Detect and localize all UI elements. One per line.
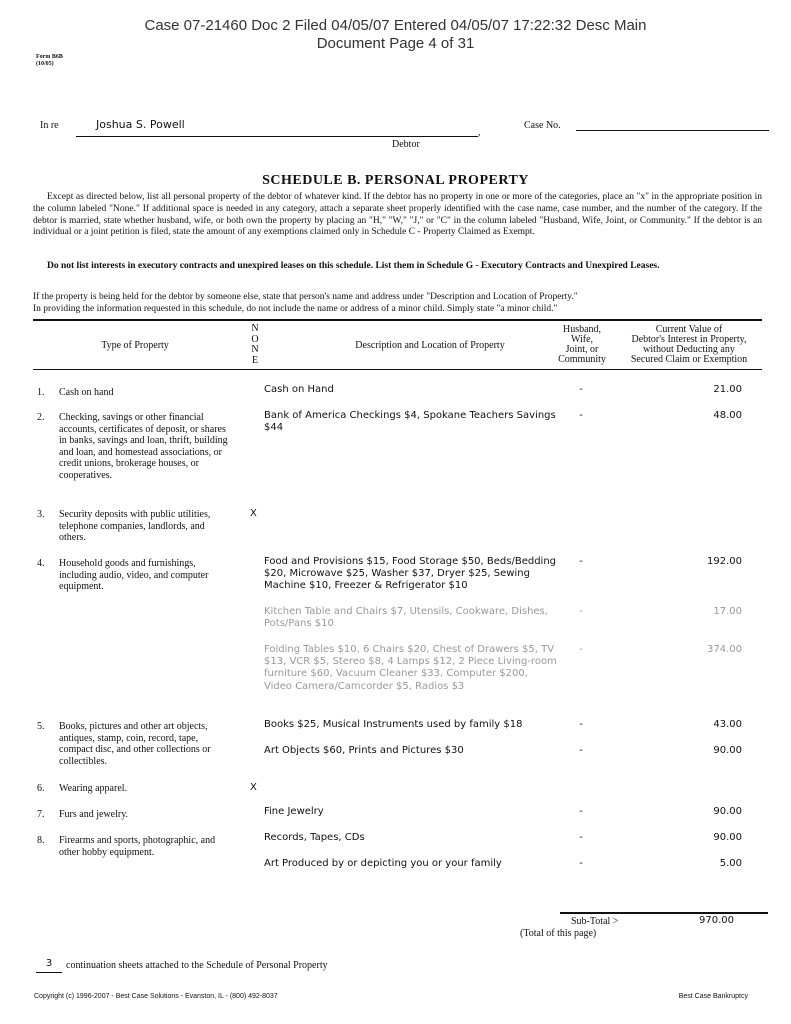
- instructions-para3b: In providing the information requested in this schedule, do not include the name or address of a minor child. Simply state "a minor child.": [33, 304, 558, 314]
- case-no-field[interactable]: [576, 130, 769, 131]
- subtotal-note: (Total of this page): [520, 928, 597, 939]
- continuation-count-underline: [36, 972, 62, 973]
- none-mark: X: [250, 508, 257, 519]
- case-no-label: Case No.: [524, 120, 561, 131]
- debtor-name: Joshua S. Powell: [96, 118, 185, 131]
- in-re-label: In re: [40, 120, 59, 131]
- none-mark: X: [250, 782, 257, 793]
- instructions-para3a: If the property is being held for the debtor by someone else, state that person's name and address under "Description and Location of Property.": [33, 292, 578, 302]
- subtotal-label: Sub-Total >: [571, 916, 619, 927]
- subtotal-value: 970.00: [699, 915, 734, 926]
- instructions-para2: Do not list interests in executory contracts and unexpired leases on this schedule. List them in Schedule G - Executory Contracts and Unexpired Leases.: [47, 261, 660, 271]
- header-none: N O N E: [251, 323, 259, 366]
- debtor-label: Debtor: [392, 139, 420, 150]
- debtor-name-underline: [76, 136, 478, 137]
- subtotal-rule: [560, 912, 768, 914]
- header-current-value: Current Value of Debtor's Interest in Property, without Deducting any Secured Claim or Exemption: [630, 324, 748, 365]
- header-description: Description and Location of Property: [355, 340, 505, 351]
- court-stamp-line2: Document Page 4 of 31: [316, 35, 475, 52]
- footer-copyright: Copyright (c) 1996-2007 - Best Case Solutions - Evanston, IL - (800) 492-8037: [34, 993, 278, 1000]
- caption-comma: ,: [478, 127, 481, 138]
- form-id: Form B6B (10/05): [36, 54, 63, 67]
- instructions-para1: Except as directed below, list all personal property of the debtor of whatever kind. If the debtor has no property in one or more of the categories, place an "x" in the appropriate position in the column labeled "None." If additional space is needed in any category, attach a separate sheet properly identified with the case name, case number, and the number of the category. If the debtor is married, state whether husband, wife, or both own the property by placing an "H," "W," "J," or "C" in the column labeled "Husband, Wife, Joint, or Community." If the debtor is an individual or a joint petition is filed, state the amount of any exemptions claimed only in Schedule C - Property Claimed as Exempt.: [33, 192, 762, 238]
- continuation-text: continuation sheets attached to the Schedule of Personal Property: [66, 960, 328, 971]
- continuation-count: 3: [45, 958, 53, 969]
- court-stamp-line1: Case 07-21460 Doc 2 Filed 04/05/07 Entered 04/05/07 17:22:32 Desc Main: [144, 17, 647, 34]
- table-top-rule: [33, 319, 762, 321]
- header-type-of-property: Type of Property: [101, 340, 169, 351]
- footer-brand: Best Case Bankruptcy: [678, 993, 748, 1000]
- schedule-title: SCHEDULE B. PERSONAL PROPERTY: [262, 173, 529, 188]
- header-hwjc: Husband, Wife, Joint, or Community: [558, 324, 606, 365]
- table-header-rule: [33, 369, 762, 370]
